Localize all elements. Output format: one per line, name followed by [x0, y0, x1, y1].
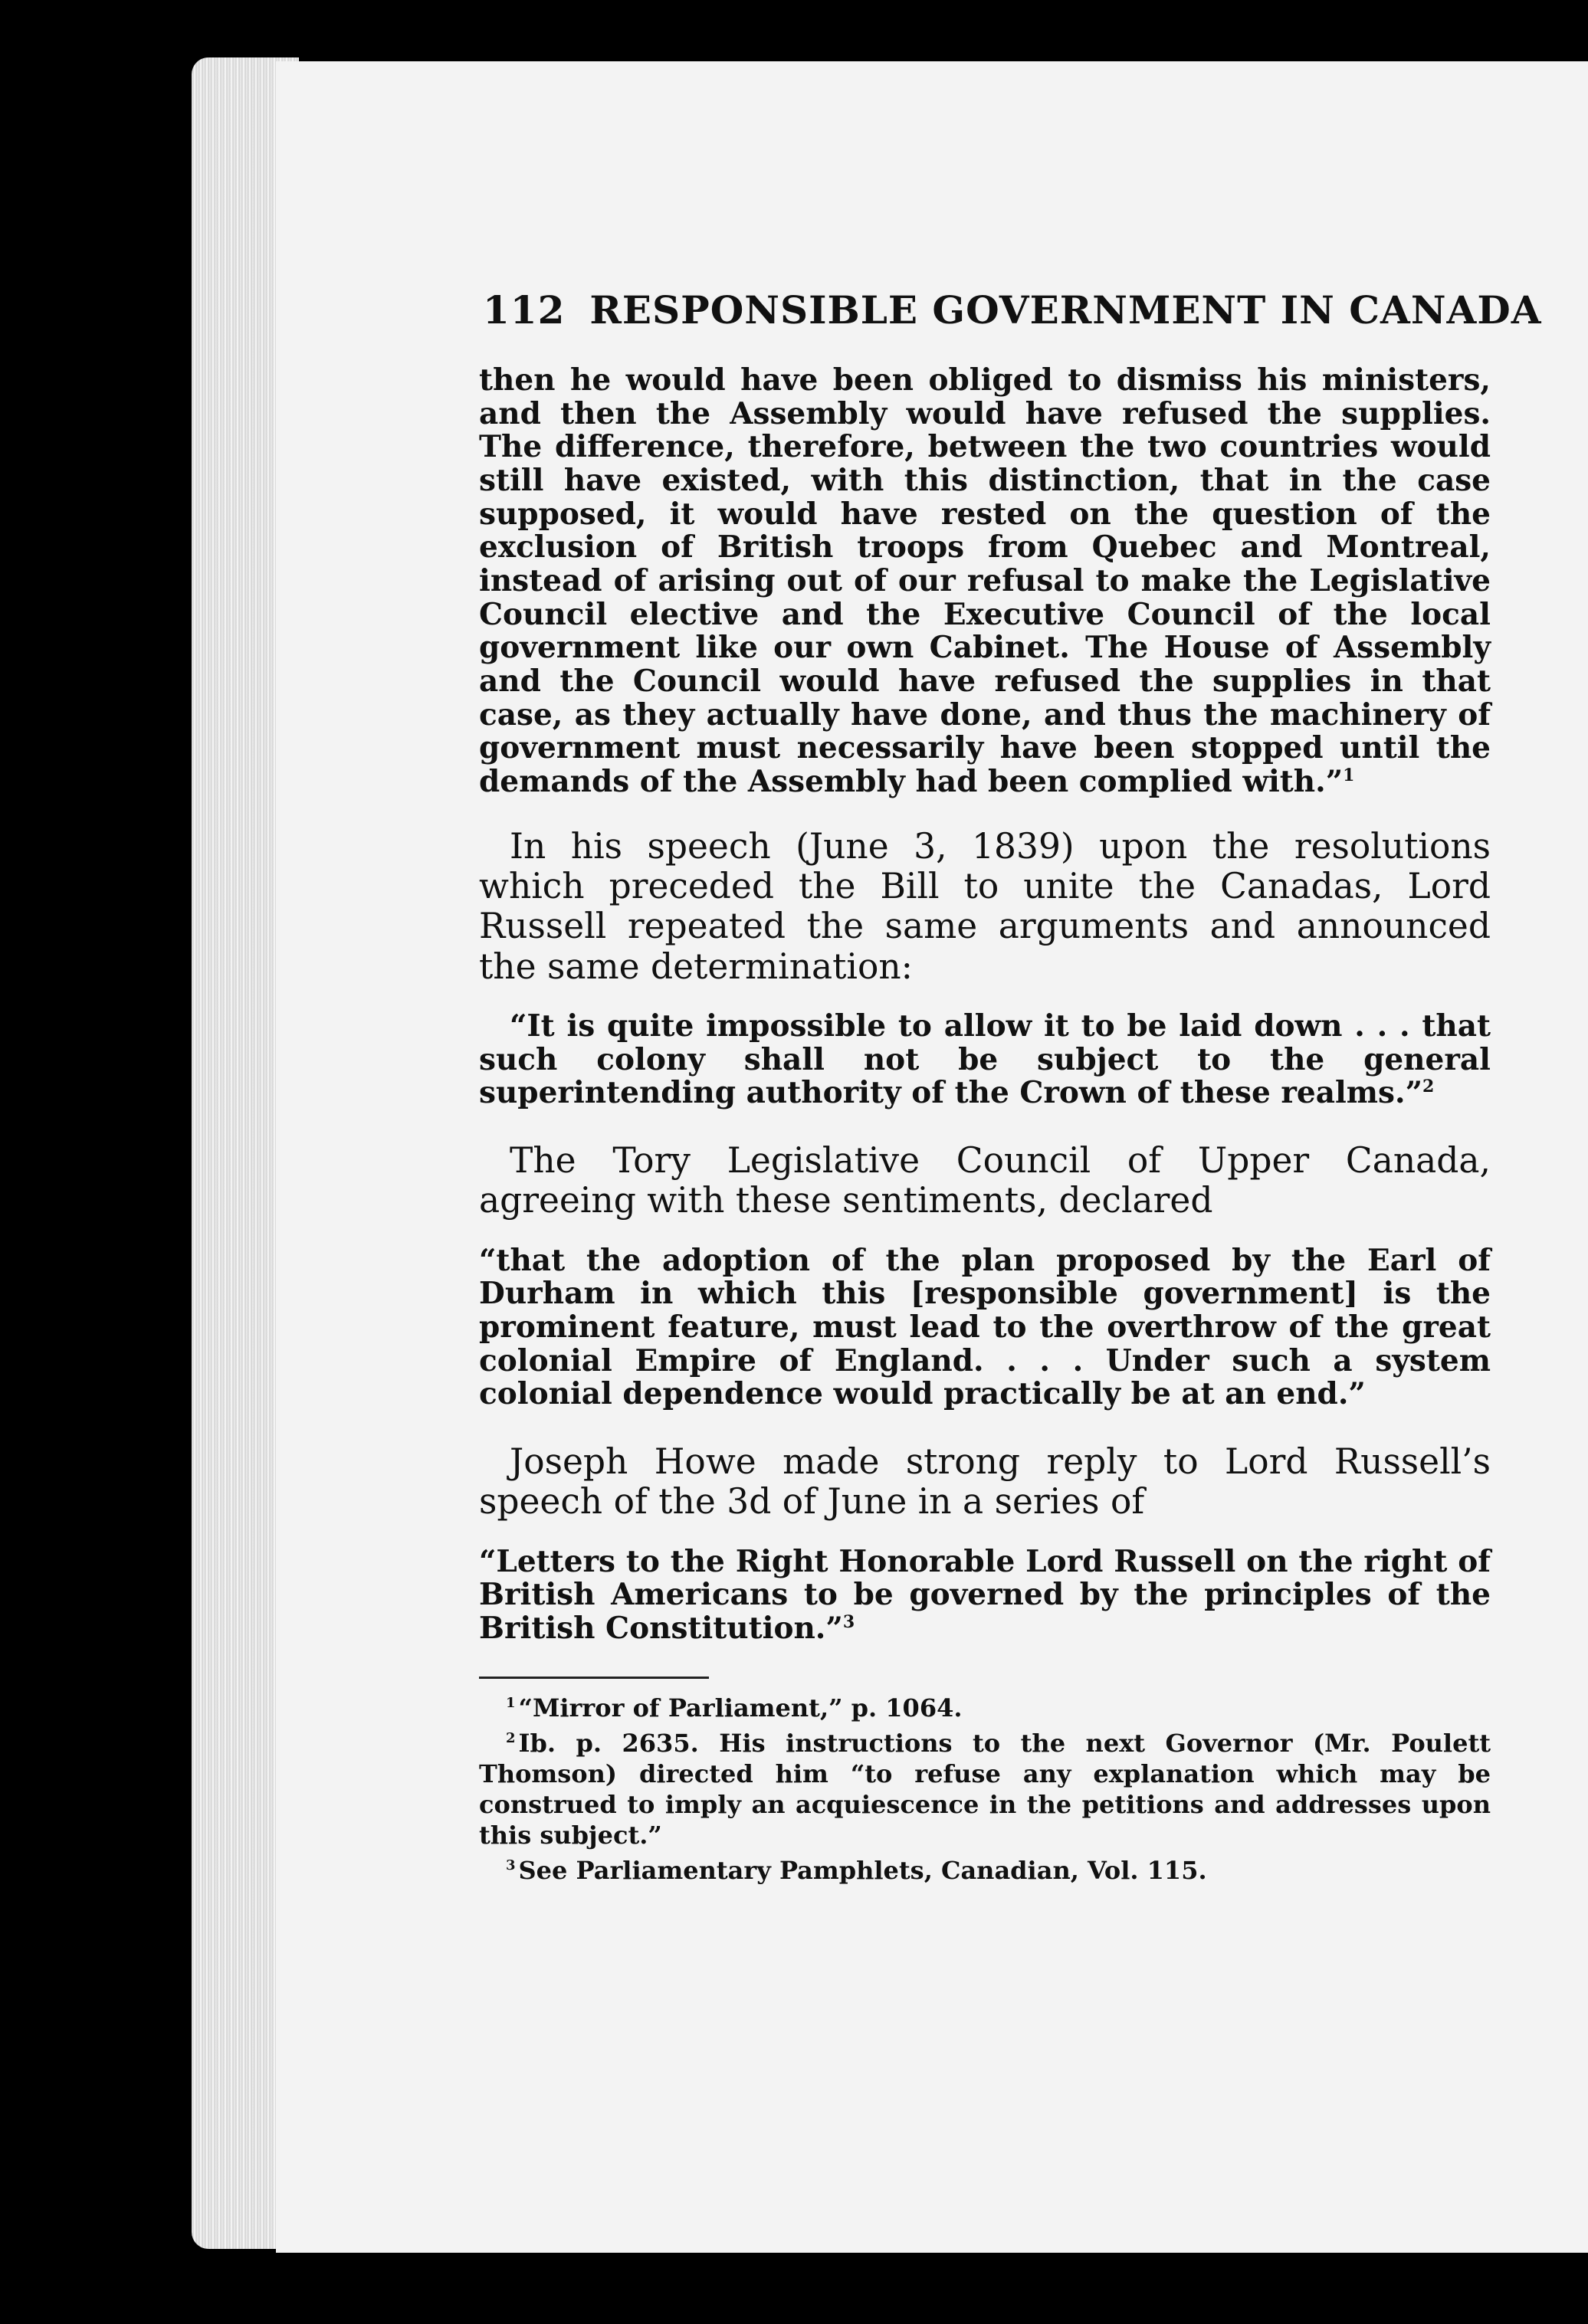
body-paragraph: In his speech (June 3, 1839) upon the resolutions which preceded the Bill to unite the Canadas, Lord Russell repeated the same arguments and announced the same determination:: [479, 825, 1491, 987]
footnote-number: 2: [506, 1729, 516, 1746]
footnote: $^1$ “Mirror of Parliament,” p. 1064.: [506, 1693, 963, 1723]
body-paragraph: Joseph Howe made strong reply to Lord Russell’s speech of the 3d of June in a series of: [479, 1441, 1491, 1523]
footnote-ref: 3: [842, 1611, 855, 1632]
block-quote: “It is quite impossible to allow it to be laid down . . . that such colony shall not be subject to the general superintending authority of the Crown of these realms.”$^2$: [479, 1008, 1491, 1111]
footnote-ref: 2: [1422, 1077, 1435, 1097]
running-header: [483, 287, 1588, 333]
page-body: [479, 364, 1491, 1890]
footnote-ref: 1: [1343, 765, 1355, 786]
block-quote: “that the adoption of the plan proposed by the Earl of Durham in which this [responsible government] is the prominent feature, must lead to the overthrow of the great colonial Empire of England. . . . Under such a system colonial dependence would practically be at an end.”: [479, 1242, 1491, 1412]
footnote-number: 3: [506, 1857, 516, 1873]
block-quote: “Letters to the Right Honorable Lord Russell on the right of British Americans to be governed by the principles of the British Constitution.”$^3$: [479, 1543, 1491, 1646]
footnote: $^2$ Ib. p. 2635. His instructions to the next Governor (Mr. Poulett Thomson) directed him “to refuse any explanation which may be construed to imply an acquiescence in the petitions and addresses upon this subject.”: [479, 1728, 1491, 1850]
body-paragraph: The Tory Legislative Council of Upper Canada, agreeing with these sentiments, declared: [479, 1140, 1491, 1221]
footnote-divider: [479, 1677, 709, 1679]
page-number: 112: [483, 287, 566, 333]
quote-continuation: then he would have been obliged to dismiss his ministers, and then the Assembly would have refused the supplies. The difference, therefore, between the two countries would still have existed, with this distinction, that in the case supposed, it would have rested on the question of the exclusion of British troops from Quebec and Montreal, instead of arising out of our refusal to make the Legislative Council elective and the Executive Council of the local government like our own Cabinet. The House of Assembly and the Council would have refused the supplies in that case, as they actually have done, and thus the machinery of government must necessarily have been stopped until the demands of the Assembly had been complied with.”$^1$: [479, 362, 1491, 800]
footnote-number: 1: [506, 1694, 516, 1711]
footnote: $^3$ See Parliamentary Pamphlets, Canadian, Vol. 115.: [506, 1855, 1207, 1885]
running-title: RESPONSIBLE GOVERNMENT IN CANADA: [589, 287, 1542, 333]
book-page: [276, 61, 1588, 2253]
